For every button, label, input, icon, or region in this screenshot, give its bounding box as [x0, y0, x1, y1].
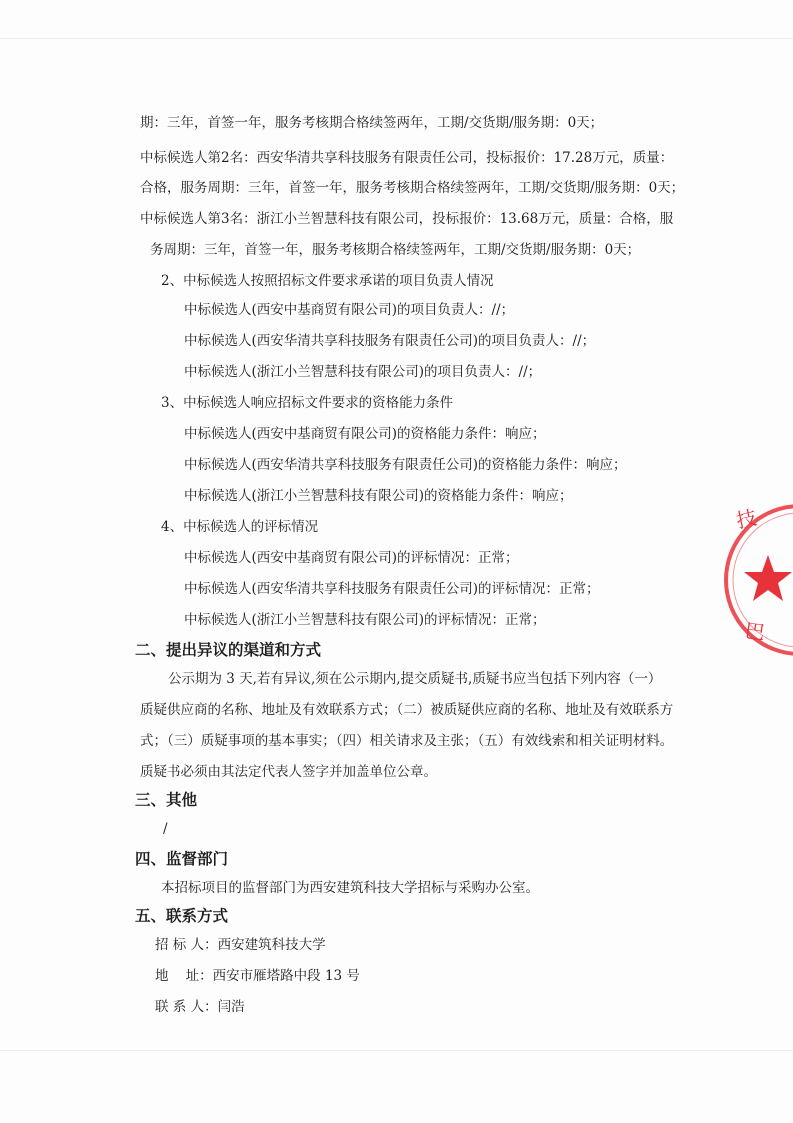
text-line: 务周期：三年，首签一年，服务考核期合格续签两年，工期/交货期/服务期：0天； [150, 242, 641, 258]
text-line: 中标候选人第2名：西安华清共享科技服务有限责任公司，投标报价：17.28万元，质量： [140, 150, 674, 166]
text-line: 中标候选人(西安中基商贸有限公司)的评标情况：正常； [184, 550, 519, 566]
contact-address: 地 址：西安市雁塔路中段 13 号 [155, 968, 360, 984]
scan-edge-top [0, 38, 793, 39]
section-heading-supervision: 四、监督部门 [135, 850, 229, 868]
text-line: 中标候选人(浙江小兰智慧科技有限公司)的资格能力条件：响应； [184, 488, 573, 504]
contact-person: 联 系 人：闫浩 [155, 999, 245, 1015]
text-line: 中标候选人(浙江小兰智慧科技有限公司)的项目负责人：//； [184, 364, 542, 380]
section-heading-objection: 二、提出异议的渠道和方式 [135, 641, 322, 659]
section-heading-other: 三、其他 [135, 791, 198, 809]
text-line: 本招标项目的监督部门为西安建筑科技大学招标与采购办公室。 [161, 880, 539, 896]
section-item-heading: 4、中标候选人的评标情况 [161, 519, 319, 535]
text-line: 中标候选人第3名：浙江小兰智慧科技有限公司，投标报价：13.68万元，质量：合格，服 [140, 211, 674, 227]
text-line: 中标候选人(西安中基商贸有限公司)的资格能力条件：响应； [184, 426, 546, 442]
scan-edge-bottom [0, 1050, 793, 1051]
seal-text-bottom: 巴 [743, 618, 767, 645]
text-line: 公示期为 3 天,若有异议,须在公示期内,提交质疑书,质疑书应当包括下列内容（一） [168, 671, 662, 687]
official-seal-stamp [722, 495, 793, 665]
text-line: 中标候选人(西安华清共享科技服务有限责任公司)的项目负责人：//； [184, 333, 596, 349]
section-item-heading: 2、中标候选人按照招标文件要求承诺的项目负责人情况 [161, 273, 494, 289]
text-line: 质疑书必须由其法定代表人签字并加盖单位公章。 [140, 764, 437, 780]
seal-star-icon [744, 555, 792, 601]
text-line: 式；（三）质疑事项的基本事实；（四）相关请求及主张；（五）有效线索和相关证明材料。 [140, 733, 674, 749]
text-line: 合格，服务周期：三年，首签一年，服务考核期合格续签两年，工期/交货期/服务期：0天； [140, 180, 685, 196]
seal-text-top: 技 [734, 505, 759, 533]
text-line: 中标候选人(浙江小兰智慧科技有限公司)的评标情况：正常； [184, 612, 546, 628]
text-line: 质疑供应商的名称、地址及有效联系方式；（二）被质疑供应商的名称、地址及有效联系方 [140, 702, 674, 718]
section-heading-contact: 五、联系方式 [135, 907, 229, 925]
text-line: 期：三年，首签一年，服务考核期合格续签两年，工期/交货期/服务期：0天； [140, 115, 604, 131]
text-line: / [163, 821, 168, 837]
contact-tenderer: 招 标 人：西安建筑科技大学 [155, 937, 326, 953]
text-line: 中标候选人(西安华清共享科技服务有限责任公司)的评标情况：正常； [184, 581, 600, 597]
section-item-heading: 3、中标候选人响应招标文件要求的资格能力条件 [161, 395, 454, 411]
text-line: 中标候选人(西安华清共享科技服务有限责任公司)的资格能力条件：响应； [184, 457, 627, 473]
text-line: 中标候选人(西安中基商贸有限公司)的项目负责人：//； [184, 302, 515, 318]
